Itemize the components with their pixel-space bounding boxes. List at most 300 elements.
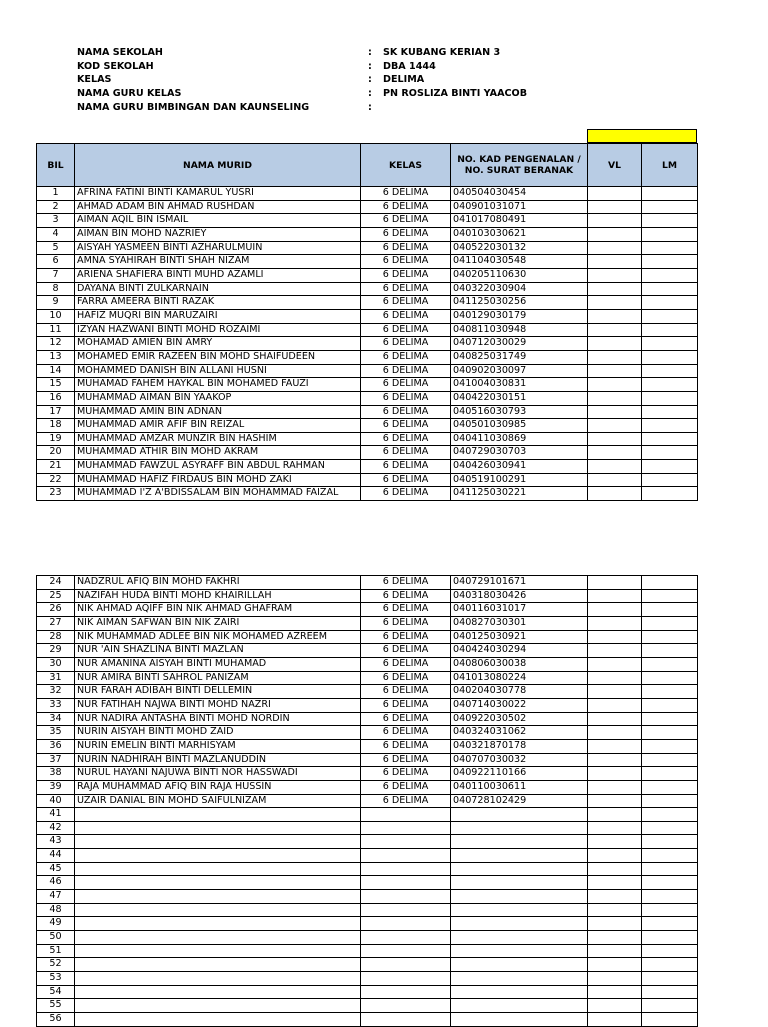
- cell-ic[interactable]: [451, 985, 588, 999]
- cell-nama[interactable]: NUR FARAH ADIBAH BINTI DELLEMIN: [75, 685, 361, 699]
- cell-bil[interactable]: 34: [37, 712, 75, 726]
- cell-bil[interactable]: 53: [37, 972, 75, 986]
- cell-ic[interactable]: 040811030948: [451, 323, 588, 337]
- cell-kelas[interactable]: 6 DELIMA: [361, 473, 451, 487]
- cell-nama[interactable]: MOHAMMED DANISH BIN ALLANI HUSNI: [75, 364, 361, 378]
- cell-bil[interactable]: 3: [37, 214, 75, 228]
- cell-vl[interactable]: [588, 419, 642, 433]
- cell-bil[interactable]: 35: [37, 726, 75, 740]
- cell-kelas[interactable]: 6 DELIMA: [361, 296, 451, 310]
- cell-vl[interactable]: [588, 576, 642, 590]
- cell-bil[interactable]: 42: [37, 821, 75, 835]
- cell-lm[interactable]: [642, 931, 698, 945]
- cell-bil[interactable]: 11: [37, 323, 75, 337]
- cell-bil[interactable]: 7: [37, 268, 75, 282]
- cell-vl[interactable]: [588, 726, 642, 740]
- cell-vl[interactable]: [588, 337, 642, 351]
- cell-nama[interactable]: NURIN AISYAH BINTI MOHD ZAID: [75, 726, 361, 740]
- cell-ic[interactable]: 040125030921: [451, 630, 588, 644]
- cell-lm[interactable]: [642, 794, 698, 808]
- cell-kelas[interactable]: 6 DELIMA: [361, 780, 451, 794]
- cell-bil[interactable]: 50: [37, 931, 75, 945]
- cell-nama[interactable]: AFRINA FATINI BINTI KAMARUL YUSRI: [75, 187, 361, 201]
- cell-kelas[interactable]: [361, 999, 451, 1013]
- cell-vl[interactable]: [588, 944, 642, 958]
- cell-lm[interactable]: [642, 187, 698, 201]
- cell-kelas[interactable]: [361, 849, 451, 863]
- cell-kelas[interactable]: 6 DELIMA: [361, 460, 451, 474]
- cell-vl[interactable]: [588, 958, 642, 972]
- cell-ic[interactable]: 040103030621: [451, 227, 588, 241]
- cell-bil[interactable]: 14: [37, 364, 75, 378]
- cell-lm[interactable]: [642, 808, 698, 822]
- cell-kelas[interactable]: 6 DELIMA: [361, 214, 451, 228]
- cell-ic[interactable]: 040504030454: [451, 187, 588, 201]
- cell-nama[interactable]: [75, 808, 361, 822]
- cell-bil[interactable]: 24: [37, 576, 75, 590]
- cell-lm[interactable]: [642, 753, 698, 767]
- cell-lm[interactable]: [642, 255, 698, 269]
- cell-vl[interactable]: [588, 931, 642, 945]
- cell-lm[interactable]: [642, 944, 698, 958]
- cell-lm[interactable]: [642, 671, 698, 685]
- cell-vl[interactable]: [588, 200, 642, 214]
- cell-vl[interactable]: [588, 671, 642, 685]
- cell-ic[interactable]: 040205110630: [451, 268, 588, 282]
- cell-kelas[interactable]: 6 DELIMA: [361, 644, 451, 658]
- cell-nama[interactable]: [75, 862, 361, 876]
- cell-vl[interactable]: [588, 241, 642, 255]
- cell-lm[interactable]: [642, 432, 698, 446]
- cell-lm[interactable]: [642, 337, 698, 351]
- cell-bil[interactable]: 43: [37, 835, 75, 849]
- cell-vl[interactable]: [588, 350, 642, 364]
- cell-lm[interactable]: [642, 712, 698, 726]
- cell-lm[interactable]: [642, 419, 698, 433]
- cell-kelas[interactable]: [361, 917, 451, 931]
- cell-nama[interactable]: MUHAMMAD ATHIR BIN MOHD AKRAM: [75, 446, 361, 460]
- cell-bil[interactable]: 13: [37, 350, 75, 364]
- cell-vl[interactable]: [588, 849, 642, 863]
- cell-lm[interactable]: [642, 268, 698, 282]
- cell-lm[interactable]: [642, 487, 698, 501]
- cell-nama[interactable]: NUR 'AIN SHAZLINA BINTI MAZLAN: [75, 644, 361, 658]
- cell-ic[interactable]: 041125030256: [451, 296, 588, 310]
- cell-vl[interactable]: [588, 644, 642, 658]
- cell-ic[interactable]: [451, 972, 588, 986]
- cell-kelas[interactable]: 6 DELIMA: [361, 432, 451, 446]
- cell-bil[interactable]: 37: [37, 753, 75, 767]
- cell-nama[interactable]: AIMAN AQIL BIN ISMAIL: [75, 214, 361, 228]
- cell-ic[interactable]: [451, 862, 588, 876]
- cell-ic[interactable]: 041125030221: [451, 487, 588, 501]
- cell-kelas[interactable]: 6 DELIMA: [361, 794, 451, 808]
- cell-vl[interactable]: [588, 616, 642, 630]
- cell-nama[interactable]: AHMAD ADAM BIN AHMAD RUSHDAN: [75, 200, 361, 214]
- cell-vl[interactable]: [588, 268, 642, 282]
- cell-kelas[interactable]: [361, 931, 451, 945]
- cell-bil[interactable]: 38: [37, 767, 75, 781]
- cell-kelas[interactable]: 6 DELIMA: [361, 268, 451, 282]
- cell-bil[interactable]: 51: [37, 944, 75, 958]
- cell-bil[interactable]: 6: [37, 255, 75, 269]
- cell-ic[interactable]: 041013080224: [451, 671, 588, 685]
- cell-bil[interactable]: 19: [37, 432, 75, 446]
- cell-lm[interactable]: [642, 391, 698, 405]
- cell-bil[interactable]: 20: [37, 446, 75, 460]
- cell-bil[interactable]: 12: [37, 337, 75, 351]
- cell-bil[interactable]: 54: [37, 985, 75, 999]
- cell-nama[interactable]: NURIN EMELIN BINTI MARHISYAM: [75, 739, 361, 753]
- cell-nama[interactable]: [75, 876, 361, 890]
- cell-vl[interactable]: [588, 835, 642, 849]
- cell-vl[interactable]: [588, 391, 642, 405]
- cell-kelas[interactable]: 6 DELIMA: [361, 671, 451, 685]
- cell-lm[interactable]: [642, 698, 698, 712]
- cell-bil[interactable]: 15: [37, 378, 75, 392]
- cell-nama[interactable]: [75, 999, 361, 1013]
- cell-ic[interactable]: 040729101671: [451, 576, 588, 590]
- cell-ic[interactable]: [451, 835, 588, 849]
- cell-nama[interactable]: NUR AMANINA AISYAH BINTI MUHAMAD: [75, 657, 361, 671]
- cell-ic[interactable]: 040516030793: [451, 405, 588, 419]
- cell-ic[interactable]: 040519100291: [451, 473, 588, 487]
- cell-bil[interactable]: 27: [37, 616, 75, 630]
- cell-ic[interactable]: 040729030703: [451, 446, 588, 460]
- cell-vl[interactable]: [588, 630, 642, 644]
- cell-bil[interactable]: 16: [37, 391, 75, 405]
- cell-vl[interactable]: [588, 808, 642, 822]
- cell-kelas[interactable]: 6 DELIMA: [361, 337, 451, 351]
- cell-lm[interactable]: [642, 378, 698, 392]
- cell-bil[interactable]: 55: [37, 999, 75, 1013]
- cell-lm[interactable]: [642, 364, 698, 378]
- cell-nama[interactable]: MUHAMMAD FAWZUL ASYRAFF BIN ABDUL RAHMAN: [75, 460, 361, 474]
- cell-ic[interactable]: 040110030611: [451, 780, 588, 794]
- cell-vl[interactable]: [588, 589, 642, 603]
- cell-bil[interactable]: 9: [37, 296, 75, 310]
- cell-bil[interactable]: 49: [37, 917, 75, 931]
- cell-lm[interactable]: [642, 350, 698, 364]
- cell-bil[interactable]: 4: [37, 227, 75, 241]
- cell-ic[interactable]: 041104030548: [451, 255, 588, 269]
- cell-kelas[interactable]: [361, 985, 451, 999]
- cell-ic[interactable]: 040922110166: [451, 767, 588, 781]
- cell-nama[interactable]: NUR FATIHAH NAJWA BINTI MOHD NAZRI: [75, 698, 361, 712]
- cell-lm[interactable]: [642, 1013, 698, 1027]
- cell-lm[interactable]: [642, 644, 698, 658]
- cell-lm[interactable]: [642, 460, 698, 474]
- cell-ic[interactable]: 040902030097: [451, 364, 588, 378]
- cell-ic[interactable]: [451, 849, 588, 863]
- cell-nama[interactable]: MUHAMMAD AMZAR MUNZIR BIN HASHIM: [75, 432, 361, 446]
- cell-bil[interactable]: 8: [37, 282, 75, 296]
- cell-vl[interactable]: [588, 862, 642, 876]
- cell-kelas[interactable]: [361, 808, 451, 822]
- cell-ic[interactable]: [451, 999, 588, 1013]
- cell-vl[interactable]: [588, 972, 642, 986]
- cell-bil[interactable]: 47: [37, 890, 75, 904]
- cell-lm[interactable]: [642, 903, 698, 917]
- cell-nama[interactable]: [75, 835, 361, 849]
- cell-vl[interactable]: [588, 227, 642, 241]
- cell-vl[interactable]: [588, 432, 642, 446]
- cell-lm[interactable]: [642, 603, 698, 617]
- cell-vl[interactable]: [588, 323, 642, 337]
- cell-kelas[interactable]: [361, 903, 451, 917]
- cell-vl[interactable]: [588, 999, 642, 1013]
- cell-ic[interactable]: 040827030301: [451, 616, 588, 630]
- cell-ic[interactable]: 040501030985: [451, 419, 588, 433]
- cell-lm[interactable]: [642, 849, 698, 863]
- cell-lm[interactable]: [642, 917, 698, 931]
- cell-bil[interactable]: 56: [37, 1013, 75, 1027]
- cell-vl[interactable]: [588, 657, 642, 671]
- cell-ic[interactable]: 040318030426: [451, 589, 588, 603]
- cell-lm[interactable]: [642, 862, 698, 876]
- cell-kelas[interactable]: 6 DELIMA: [361, 739, 451, 753]
- cell-vl[interactable]: [588, 698, 642, 712]
- cell-bil[interactable]: 29: [37, 644, 75, 658]
- cell-bil[interactable]: 48: [37, 903, 75, 917]
- cell-lm[interactable]: [642, 309, 698, 323]
- cell-lm[interactable]: [642, 739, 698, 753]
- cell-nama[interactable]: [75, 985, 361, 999]
- cell-nama[interactable]: NUR NADIRA ANTASHA BINTI MOHD NORDIN: [75, 712, 361, 726]
- cell-kelas[interactable]: 6 DELIMA: [361, 227, 451, 241]
- cell-nama[interactable]: MUHAMMAD HAFIZ FIRDAUS BIN MOHD ZAKI: [75, 473, 361, 487]
- cell-nama[interactable]: MUHAMAD FAHEM HAYKAL BIN MOHAMED FAUZI: [75, 378, 361, 392]
- cell-kelas[interactable]: 6 DELIMA: [361, 487, 451, 501]
- cell-kelas[interactable]: [361, 835, 451, 849]
- cell-nama[interactable]: IZYAN HAZWANI BINTI MOHD ROZAIMI: [75, 323, 361, 337]
- cell-vl[interactable]: [588, 255, 642, 269]
- cell-bil[interactable]: 45: [37, 862, 75, 876]
- cell-vl[interactable]: [588, 780, 642, 794]
- cell-bil[interactable]: 21: [37, 460, 75, 474]
- cell-vl[interactable]: [588, 739, 642, 753]
- cell-nama[interactable]: [75, 821, 361, 835]
- cell-lm[interactable]: [642, 767, 698, 781]
- cell-kelas[interactable]: 6 DELIMA: [361, 364, 451, 378]
- cell-lm[interactable]: [642, 473, 698, 487]
- cell-kelas[interactable]: 6 DELIMA: [361, 603, 451, 617]
- cell-nama[interactable]: NAZIFAH HUDA BINTI MOHD KHAIRILLAH: [75, 589, 361, 603]
- cell-kelas[interactable]: 6 DELIMA: [361, 323, 451, 337]
- cell-kelas[interactable]: 6 DELIMA: [361, 630, 451, 644]
- cell-vl[interactable]: [588, 821, 642, 835]
- cell-bil[interactable]: 5: [37, 241, 75, 255]
- cell-lm[interactable]: [642, 446, 698, 460]
- cell-bil[interactable]: 41: [37, 808, 75, 822]
- cell-nama[interactable]: NUR AMIRA BINTI SAHROL PANIZAM: [75, 671, 361, 685]
- cell-kelas[interactable]: [361, 821, 451, 835]
- cell-bil[interactable]: 22: [37, 473, 75, 487]
- cell-vl[interactable]: [588, 214, 642, 228]
- cell-ic[interactable]: [451, 903, 588, 917]
- cell-bil[interactable]: 10: [37, 309, 75, 323]
- cell-lm[interactable]: [642, 876, 698, 890]
- cell-kelas[interactable]: 6 DELIMA: [361, 616, 451, 630]
- cell-kelas[interactable]: 6 DELIMA: [361, 698, 451, 712]
- cell-bil[interactable]: 1: [37, 187, 75, 201]
- cell-kelas[interactable]: 6 DELIMA: [361, 712, 451, 726]
- cell-vl[interactable]: [588, 487, 642, 501]
- cell-ic[interactable]: 040806030038: [451, 657, 588, 671]
- cell-vl[interactable]: [588, 603, 642, 617]
- cell-ic[interactable]: 040707030032: [451, 753, 588, 767]
- cell-nama[interactable]: [75, 972, 361, 986]
- cell-ic[interactable]: 040324031062: [451, 726, 588, 740]
- cell-kelas[interactable]: 6 DELIMA: [361, 241, 451, 255]
- cell-ic[interactable]: 040422030151: [451, 391, 588, 405]
- cell-vl[interactable]: [588, 985, 642, 999]
- cell-ic[interactable]: [451, 808, 588, 822]
- cell-bil[interactable]: 28: [37, 630, 75, 644]
- cell-vl[interactable]: [588, 753, 642, 767]
- cell-kelas[interactable]: [361, 1013, 451, 1027]
- cell-kelas[interactable]: 6 DELIMA: [361, 576, 451, 590]
- cell-kelas[interactable]: 6 DELIMA: [361, 405, 451, 419]
- cell-nama[interactable]: FARRA AMEERA BINTI RAZAK: [75, 296, 361, 310]
- cell-vl[interactable]: [588, 405, 642, 419]
- cell-kelas[interactable]: 6 DELIMA: [361, 378, 451, 392]
- cell-lm[interactable]: [642, 241, 698, 255]
- cell-ic[interactable]: 040714030022: [451, 698, 588, 712]
- cell-nama[interactable]: DAYANA BINTI ZULKARNAIN: [75, 282, 361, 296]
- cell-kelas[interactable]: 6 DELIMA: [361, 589, 451, 603]
- cell-kelas[interactable]: [361, 958, 451, 972]
- cell-vl[interactable]: [588, 378, 642, 392]
- cell-lm[interactable]: [642, 685, 698, 699]
- cell-nama[interactable]: [75, 917, 361, 931]
- cell-kelas[interactable]: 6 DELIMA: [361, 753, 451, 767]
- cell-vl[interactable]: [588, 473, 642, 487]
- cell-nama[interactable]: UZAIR DANIAL BIN MOHD SAIFULNIZAM: [75, 794, 361, 808]
- cell-bil[interactable]: 26: [37, 603, 75, 617]
- cell-ic[interactable]: [451, 931, 588, 945]
- cell-vl[interactable]: [588, 446, 642, 460]
- cell-kelas[interactable]: 6 DELIMA: [361, 282, 451, 296]
- cell-lm[interactable]: [642, 227, 698, 241]
- cell-vl[interactable]: [588, 685, 642, 699]
- cell-ic[interactable]: [451, 876, 588, 890]
- cell-vl[interactable]: [588, 876, 642, 890]
- cell-kelas[interactable]: 6 DELIMA: [361, 309, 451, 323]
- cell-nama[interactable]: MUHAMMAD AMIN BIN ADNAN: [75, 405, 361, 419]
- cell-vl[interactable]: [588, 1013, 642, 1027]
- cell-ic[interactable]: [451, 821, 588, 835]
- cell-nama[interactable]: NURIN NADHIRAH BINTI MAZLANUDDIN: [75, 753, 361, 767]
- cell-bil[interactable]: 17: [37, 405, 75, 419]
- cell-lm[interactable]: [642, 296, 698, 310]
- cell-bil[interactable]: 23: [37, 487, 75, 501]
- cell-lm[interactable]: [642, 589, 698, 603]
- cell-ic[interactable]: 040411030869: [451, 432, 588, 446]
- cell-ic[interactable]: 040825031749: [451, 350, 588, 364]
- cell-bil[interactable]: 46: [37, 876, 75, 890]
- cell-ic[interactable]: [451, 917, 588, 931]
- cell-vl[interactable]: [588, 890, 642, 904]
- cell-vl[interactable]: [588, 296, 642, 310]
- cell-bil[interactable]: 33: [37, 698, 75, 712]
- cell-lm[interactable]: [642, 999, 698, 1013]
- cell-vl[interactable]: [588, 309, 642, 323]
- cell-ic[interactable]: [451, 1013, 588, 1027]
- cell-ic[interactable]: 040922030502: [451, 712, 588, 726]
- cell-nama[interactable]: NURUL HAYANI NAJUWA BINTI NOR HASSWADI: [75, 767, 361, 781]
- cell-kelas[interactable]: [361, 862, 451, 876]
- cell-lm[interactable]: [642, 972, 698, 986]
- cell-kelas[interactable]: 6 DELIMA: [361, 685, 451, 699]
- cell-kelas[interactable]: 6 DELIMA: [361, 187, 451, 201]
- cell-kelas[interactable]: 6 DELIMA: [361, 657, 451, 671]
- highlight-cell[interactable]: [587, 129, 697, 143]
- cell-nama[interactable]: NADZRUL AFIQ BIN MOHD FAKHRI: [75, 576, 361, 590]
- cell-vl[interactable]: [588, 917, 642, 931]
- cell-nama[interactable]: MUHAMMAD AIMAN BIN YAAKOP: [75, 391, 361, 405]
- cell-nama[interactable]: AIMAN BIN MOHD NAZRIEY: [75, 227, 361, 241]
- cell-kelas[interactable]: 6 DELIMA: [361, 726, 451, 740]
- cell-vl[interactable]: [588, 903, 642, 917]
- cell-bil[interactable]: 18: [37, 419, 75, 433]
- cell-lm[interactable]: [642, 630, 698, 644]
- cell-bil[interactable]: 30: [37, 657, 75, 671]
- cell-ic[interactable]: 040426030941: [451, 460, 588, 474]
- cell-vl[interactable]: [588, 364, 642, 378]
- cell-kelas[interactable]: 6 DELIMA: [361, 391, 451, 405]
- cell-nama[interactable]: NIK AIMAN SAFWAN BIN NIK ZAIRI: [75, 616, 361, 630]
- cell-bil[interactable]: 32: [37, 685, 75, 699]
- cell-lm[interactable]: [642, 958, 698, 972]
- cell-kelas[interactable]: [361, 890, 451, 904]
- cell-ic[interactable]: [451, 958, 588, 972]
- cell-nama[interactable]: [75, 849, 361, 863]
- cell-nama[interactable]: MUHAMMAD AMIR AFIF BIN REIZAL: [75, 419, 361, 433]
- cell-lm[interactable]: [642, 835, 698, 849]
- cell-kelas[interactable]: 6 DELIMA: [361, 446, 451, 460]
- cell-ic[interactable]: 040116031017: [451, 603, 588, 617]
- cell-ic[interactable]: 041017080491: [451, 214, 588, 228]
- cell-lm[interactable]: [642, 890, 698, 904]
- cell-lm[interactable]: [642, 985, 698, 999]
- cell-vl[interactable]: [588, 794, 642, 808]
- cell-nama[interactable]: AMNA SYAHIRAH BINTI SHAH NIZAM: [75, 255, 361, 269]
- cell-ic[interactable]: 041004030831: [451, 378, 588, 392]
- cell-nama[interactable]: MOHAMED EMIR RAZEEN BIN MOHD SHAIFUDEEN: [75, 350, 361, 364]
- cell-nama[interactable]: HAFIZ MUQRI BIN MARUZAIRI: [75, 309, 361, 323]
- cell-bil[interactable]: 36: [37, 739, 75, 753]
- cell-vl[interactable]: [588, 767, 642, 781]
- cell-nama[interactable]: ARIENA SHAFIERA BINTI MUHD AZAMLI: [75, 268, 361, 282]
- cell-ic[interactable]: 040204030778: [451, 685, 588, 699]
- cell-nama[interactable]: [75, 944, 361, 958]
- cell-kelas[interactable]: [361, 972, 451, 986]
- cell-kelas[interactable]: [361, 944, 451, 958]
- cell-lm[interactable]: [642, 616, 698, 630]
- cell-lm[interactable]: [642, 821, 698, 835]
- cell-lm[interactable]: [642, 282, 698, 296]
- cell-bil[interactable]: 31: [37, 671, 75, 685]
- cell-kelas[interactable]: 6 DELIMA: [361, 200, 451, 214]
- cell-kelas[interactable]: 6 DELIMA: [361, 767, 451, 781]
- cell-nama[interactable]: [75, 931, 361, 945]
- cell-kelas[interactable]: 6 DELIMA: [361, 419, 451, 433]
- cell-nama[interactable]: [75, 903, 361, 917]
- cell-kelas[interactable]: 6 DELIMA: [361, 255, 451, 269]
- cell-lm[interactable]: [642, 657, 698, 671]
- cell-bil[interactable]: 2: [37, 200, 75, 214]
